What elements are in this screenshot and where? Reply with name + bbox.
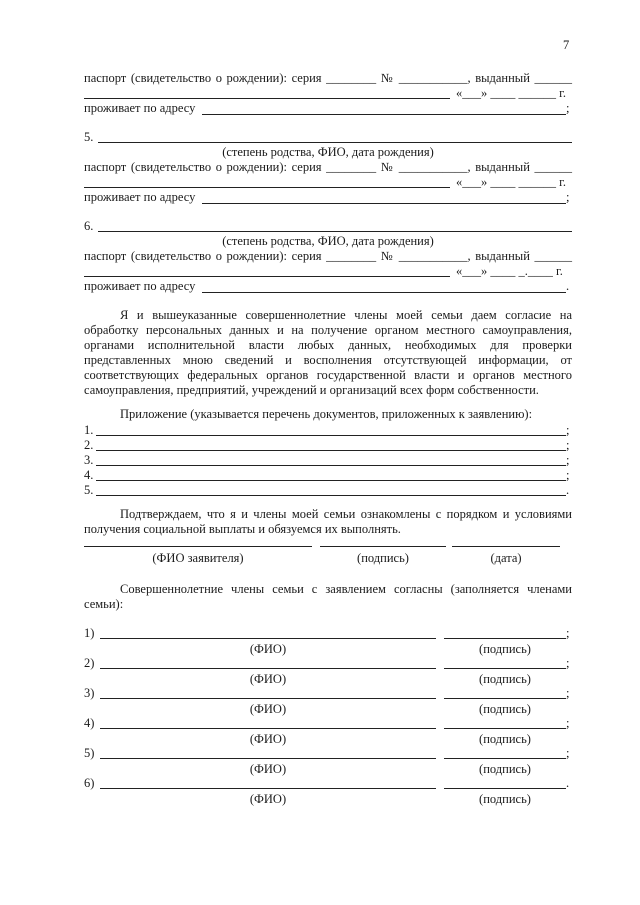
block5-caption: (степень родства, ФИО, дата рождения) — [222, 145, 434, 159]
block5-passport-line: паспорт (свидетельство о рождении): серия ________ № ___________, выданный ______ — [84, 160, 572, 174]
consent-line-5: соответствующих федеральных органов государственной власти и органов местного — [84, 368, 572, 382]
attachment-field[interactable] — [96, 495, 566, 496]
block4-issuer-field[interactable] — [84, 98, 450, 99]
member-signature-field[interactable] — [444, 668, 566, 669]
applicant-date-caption: (дата) — [490, 551, 522, 565]
attachment-end: ; — [566, 438, 570, 452]
attachment-field[interactable] — [96, 480, 566, 481]
member-fio-caption: (ФИО) — [249, 702, 287, 716]
member-row-number: 1) — [84, 626, 95, 640]
member-fio-caption: (ФИО) — [249, 762, 287, 776]
attachment-field[interactable] — [96, 450, 566, 451]
applicant-signature-field[interactable] — [320, 546, 446, 547]
block6-passport-line: паспорт (свидетельство о рождении): серия ________ № ___________, выданный ______ — [84, 249, 572, 263]
attachment-end: . — [566, 483, 570, 497]
block5-relative-field[interactable] — [98, 142, 572, 143]
confirmation-line-2: получения социальной выплаты и обязуемся их выполнять. — [84, 522, 401, 536]
member-row-number: 6) — [84, 776, 95, 790]
attachments-heading: Приложение (указывается перечень документов, приложенных к заявлению): — [120, 407, 533, 421]
block5-issue-date: «___» ____ ______ г. — [456, 175, 566, 189]
member-fio-field[interactable] — [100, 638, 436, 639]
member-signature-caption: (подпись) — [479, 732, 531, 746]
member-row-end: ; — [566, 626, 570, 640]
block5-semicolon: ; — [566, 190, 570, 204]
block5-address-field[interactable] — [202, 203, 566, 204]
member-signature-caption: (подпись) — [479, 642, 531, 656]
member-fio-caption: (ФИО) — [249, 672, 287, 686]
block5-issuer-field[interactable] — [84, 187, 450, 188]
member-row-number: 2) — [84, 656, 95, 670]
member-fio-field[interactable] — [100, 728, 436, 729]
block6-caption: (степень родства, ФИО, дата рождения) — [222, 234, 434, 248]
member-signature-field[interactable] — [444, 638, 566, 639]
block6-address-field[interactable] — [202, 292, 566, 293]
member-row-end: ; — [566, 656, 570, 670]
block4-semicolon: ; — [566, 101, 570, 115]
member-row-end: . — [566, 776, 570, 790]
applicant-fio-field[interactable] — [84, 546, 312, 547]
member-signature-field[interactable] — [444, 698, 566, 699]
member-fio-caption: (ФИО) — [249, 732, 287, 746]
applicant-signature-caption: (подпись) — [357, 551, 409, 565]
member-signature-field[interactable] — [444, 788, 566, 789]
attachment-end: ; — [566, 423, 570, 437]
block4-issue-date: «___» ____ ______ г. — [456, 86, 566, 100]
member-fio-field[interactable] — [100, 698, 436, 699]
attachment-field[interactable] — [96, 465, 566, 466]
block6-period: . — [566, 279, 570, 293]
block6-issuer-field[interactable] — [84, 276, 450, 277]
member-row-number: 5) — [84, 746, 95, 760]
attachment-number: 4. — [84, 468, 94, 482]
member-row-end: ; — [566, 746, 570, 760]
block6-address-label: проживает по адресу — [84, 279, 196, 293]
member-row-end: ; — [566, 716, 570, 730]
attachment-field[interactable] — [96, 435, 566, 436]
member-row-number: 3) — [84, 686, 95, 700]
attachment-number: 2. — [84, 438, 94, 452]
block5-number: 5. — [84, 130, 94, 144]
applicant-date-field[interactable] — [452, 546, 560, 547]
consent-line-3: органами исполнительной власти любых данных, необходимых для проверки — [84, 338, 572, 352]
adult-members-line-1: Совершеннолетние члены семьи с заявлением согласны (заполняется членами — [120, 582, 572, 596]
member-signature-field[interactable] — [444, 728, 566, 729]
member-signature-caption: (подпись) — [479, 792, 531, 806]
attachment-number: 1. — [84, 423, 94, 437]
member-signature-caption: (подпись) — [479, 762, 531, 776]
member-fio-field[interactable] — [100, 758, 436, 759]
member-row-number: 4) — [84, 716, 95, 730]
member-fio-field[interactable] — [100, 788, 436, 789]
consent-line-1: Я и вышеуказанные совершеннолетние члены моей семьи даем согласие на — [120, 308, 572, 322]
consent-line-2: обработку персональных данных и на получение органом местного самоуправления, — [84, 323, 572, 337]
applicant-fio-caption: (ФИО заявителя) — [152, 551, 244, 565]
member-fio-caption: (ФИО) — [249, 792, 287, 806]
attachment-end: ; — [566, 453, 570, 467]
consent-line-4: представленных мною сведений и восполнения отсутствующей информации, от — [84, 353, 572, 367]
confirmation-line-1: Подтверждаем, что я и члены моей семьи ознакомлены с порядком и условиями — [120, 507, 572, 521]
consent-line-6: самоуправления, предприятий, учреждений и организаций всех форм собственности. — [84, 383, 539, 397]
member-fio-field[interactable] — [100, 668, 436, 669]
attachment-end: ; — [566, 468, 570, 482]
member-fio-caption: (ФИО) — [249, 642, 287, 656]
block4-address-label: проживает по адресу — [84, 101, 196, 115]
block6-relative-field[interactable] — [98, 231, 572, 232]
block4-address-field[interactable] — [202, 114, 566, 115]
member-signature-caption: (подпись) — [479, 672, 531, 686]
attachment-number: 5. — [84, 483, 94, 497]
attachment-number: 3. — [84, 453, 94, 467]
member-signature-caption: (подпись) — [479, 702, 531, 716]
page-number: 7 — [563, 38, 570, 52]
adult-members-line-2: семьи): — [84, 597, 124, 611]
block6-issue-date: «___» ____ _.____ г. — [456, 264, 563, 278]
block4-passport-line: паспорт (свидетельство о рождении): серия ________ № ___________, выданный ______ — [84, 71, 572, 85]
member-signature-field[interactable] — [444, 758, 566, 759]
member-row-end: ; — [566, 686, 570, 700]
block6-number: 6. — [84, 219, 94, 233]
block5-address-label: проживает по адресу — [84, 190, 196, 204]
